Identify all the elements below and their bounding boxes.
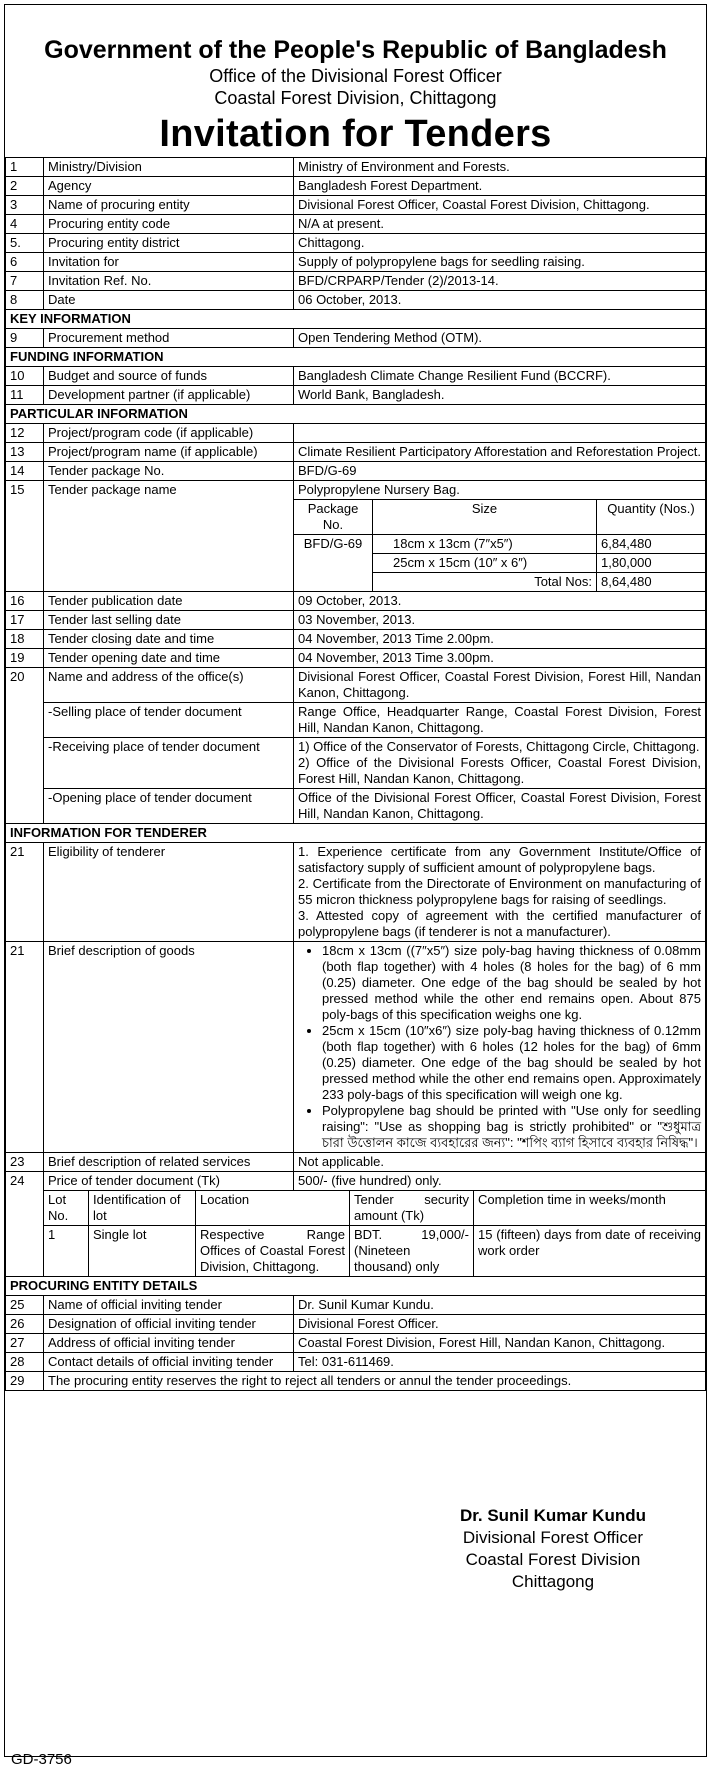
tender-notice bbox=[4, 4, 707, 1768]
package-table: Package No. Size Quantity (Nos.) BFD/G-69 18cm x 13cm (7″x5″) 6,84,480 25cm x 15cm (10″ x 6″) 1,80,000 Total Nos: 8,64,480 bbox=[294, 499, 705, 591]
table-row: 27 Address of official inviting tender Coastal Forest Division, Forest Hill, Nandan Kanon, Chittagong. bbox=[6, 1334, 706, 1353]
table-row: 3 Name of procuring entity Divisional Forest Officer, Coastal Forest Division, Chittagong. bbox=[6, 196, 706, 215]
table-row: 25 Name of official inviting tender Dr. Sunil Kumar Kundu. bbox=[6, 1296, 706, 1315]
division-name: Coastal Forest Division, Chittagong bbox=[214, 88, 497, 108]
government-title: Government of the People's Republic of Bangladesh bbox=[44, 36, 667, 64]
section-information-for-tenderer: INFORMATION FOR TENDERER bbox=[6, 824, 706, 843]
signatory-designation: Divisional Forest Officer bbox=[462, 1528, 644, 1547]
table-row: 1 Ministry/Division Ministry of Environment and Forests. bbox=[6, 158, 706, 177]
table-row: 7 Invitation Ref. No. BFD/CRPARP/Tender (2)/2013-14. bbox=[6, 272, 706, 291]
table-row: 24 Price of tender document (Tk) 500/- (five hundred) only. bbox=[6, 1172, 706, 1191]
table-row: 23 Brief description of related services Not applicable. bbox=[6, 1153, 706, 1172]
table-row: 4 Procuring entity code N/A at present. bbox=[6, 215, 706, 234]
table-row: 15 Tender package name Polypropylene Nursery Bag. Package No. Size Quantity (Nos.) BFD/G-69 18cm x 13cm (7″x5″) 6,84,480 25cm x 15cm (10″ x 6″) 1,80,000 Total Nos: 8,64,480 bbox=[6, 481, 706, 592]
table-row: 26 Designation of official inviting tender Divisional Forest Officer. bbox=[6, 1315, 706, 1334]
signatory-name: Dr. Sunil Kumar Kundu bbox=[459, 1506, 646, 1525]
table-row: 29 The procuring entity reserves the right to reject all tenders or annul the tender proceedings. bbox=[6, 1372, 706, 1391]
section-procuring-entity-details: PROCURING ENTITY DETAILS bbox=[6, 1277, 706, 1296]
table-row: 13 Project/program name (if applicable) Climate Resilient Participatory Afforestation and Reforestation Project. bbox=[6, 443, 706, 462]
table-row: 21 Eligibility of tenderer 1. Experience certificate from any Government Institute/Office of satisfactory supply of sufficient amount of polypropylene bags. 2. Certificate from the Directorate of Environment on manufacturing of 55 micron thickness polypropylene bags for raising of seedlings. 3. Attested copy of agreement with the certified manufacturer of polypropylene bags (if tenderer is not a manufacturer). bbox=[6, 843, 706, 942]
office-name: Office of the Divisional Forest Officer bbox=[209, 66, 502, 86]
package-cell: Polypropylene Nursery Bag. Package No. Size Quantity (Nos.) BFD/G-69 18cm x 13cm (7″x5″) 6,84,480 25cm x 15cm (10″ x 6″) 1,80,000 Total Nos: 8,64,480 bbox=[294, 481, 706, 592]
section-funding-information: FUNDING INFORMATION bbox=[6, 348, 706, 367]
signatory-division: Coastal Forest Division bbox=[465, 1550, 641, 1569]
table-row: 18 Tender closing date and time 04 November, 2013 Time 2.00pm. bbox=[6, 630, 706, 649]
memo-number: GD-3756 bbox=[11, 1751, 72, 1768]
table-row: 19 Tender opening date and time 04 November, 2013 Time 3.00pm. bbox=[6, 649, 706, 668]
table-row: 10 Budget and source of funds Bangladesh Climate Change Resilient Fund (BCCRF). bbox=[6, 367, 706, 386]
table-row: -Opening place of tender document Office of the Divisional Forest Officer, Coastal Forest Division, Forest Hill, Nandan Kanon, Chittagong. bbox=[6, 789, 706, 824]
tender-table bbox=[5, 157, 706, 1391]
table-row: 17 Tender last selling date 03 November, 2013. bbox=[6, 611, 706, 630]
table-row: 8 Date 06 October, 2013. bbox=[6, 291, 706, 310]
table-row: -Receiving place of tender document 1) Office of the Conservator of Forests, Chittagong Circle, Chittagong. 2) Office of the Divisional Forests Officer, Coastal Forest Division, Forest Hill, Nandan Kanon, Chittagong. bbox=[6, 738, 706, 789]
table-row: 5. Procuring entity district Chittagong. bbox=[6, 234, 706, 253]
table-row: 11 Development partner (if applicable) World Bank, Bangladesh. bbox=[6, 386, 706, 405]
table-row: 14 Tender package No. BFD/G-69 bbox=[6, 462, 706, 481]
table-row: 20 Name and address of the office(s) Divisional Forest Officer, Coastal Forest Division, Forest Hill, Nandan Kanon, Chittagong. bbox=[6, 668, 706, 703]
table-row: -Selling place of tender document Range Office, Headquarter Range, Coastal Forest Division, Forest Hill, Nandan Kanon, Chittagong. bbox=[6, 703, 706, 738]
goods-description-list: • 18cm x 13cm ((7″x5″) size poly-bag having thickness of 0.08mm (both flap together) with 4 holes (8 holes for the bag) of 6 mm (0.25) diameter. One edge of the bag should be sealed by hot pressed method while the other end remains open. About 875 poly-bags of this specification weighs one kg. • 25cm x 15cm (10″x6″) size poly-bag having thickness of 0.12mm (both flap together) with 6 holes (12 holes for the bag) of 6mm (0.25) diameter. One edge of the bag should be sealed by hot pressed method while the other end remains open. Approximately 233 poly-bags of this specification will weigh one kg. • Polypropylene bag should be printed with "Use only for seedling raising": "Use as shopping bag is strictly prohibited" or "শুধুমাত্র চারা উত্তোলন কাজে ব্যবহারের জন্য": "শপিং ব্যাগ হিসাবে ব্যবহার নিষিদ্ধ"। bbox=[298, 943, 701, 1151]
table-row: 28 Contact details of official inviting tender Tel: 031-611469. bbox=[6, 1353, 706, 1372]
table-row: 16 Tender publication date 09 October, 2013. bbox=[6, 592, 706, 611]
signature-block bbox=[460, 1505, 646, 1593]
notice-header bbox=[5, 5, 706, 157]
table-row: 2 Agency Bangladesh Forest Department. bbox=[6, 177, 706, 196]
signatory-city: Chittagong bbox=[511, 1572, 595, 1591]
section-particular-information: PARTICULAR INFORMATION bbox=[6, 405, 706, 424]
lot-table: Lot No. Identification of lot Location Tender security amount (Tk) Completion time in weeks/month 1 Single lot Respective Range Offices of Coastal Forest Division, Chittagong. BDT. 19,000/- (Nineteen thousand) only 15 (fifteen) days from date of receiving work order bbox=[44, 1191, 705, 1276]
table-row: 6 Invitation for Supply of polypropylene bags for seedling raising. bbox=[6, 253, 706, 272]
table-row: 9 Procurement method Open Tendering Method (OTM). bbox=[6, 329, 706, 348]
lot-row bbox=[6, 1191, 706, 1277]
table-row: 12 Project/program code (if applicable) bbox=[6, 424, 706, 443]
table-row: 21 Brief description of goods • 18cm x 13cm ((7″x5″) size poly-bag having thickness of 0.08mm (both flap together) with 4 holes (8 holes for the bag) of 6 mm (0.25) diameter. One edge of the bag should be sealed by hot pressed method while the other end remains open. About 875 poly-bags of this specification weighs one kg. • 25cm x 15cm (10″x6″) size poly-bag having thickness of 0.12mm (both flap together) with 6 holes (12 holes for the bag) of 6mm (0.25) diameter. One edge of the bag should be sealed by hot pressed method while the other end remains open. Approximately 233 poly-bags of this specification will weigh one kg. • Polypropylene bag should be printed with "Use only for seedling raising": "Use as shopping bag is strictly prohibited" or "শুধুমাত্র চারা উত্তোলন কাজে ব্যবহারের জন্য": "শপিং ব্যাগ হিসাবে ব্যবহার নিষিদ্ধ"। bbox=[6, 942, 706, 1153]
section-key-information: KEY INFORMATION bbox=[6, 310, 706, 329]
page-title: Invitation for Tenders bbox=[159, 113, 552, 155]
